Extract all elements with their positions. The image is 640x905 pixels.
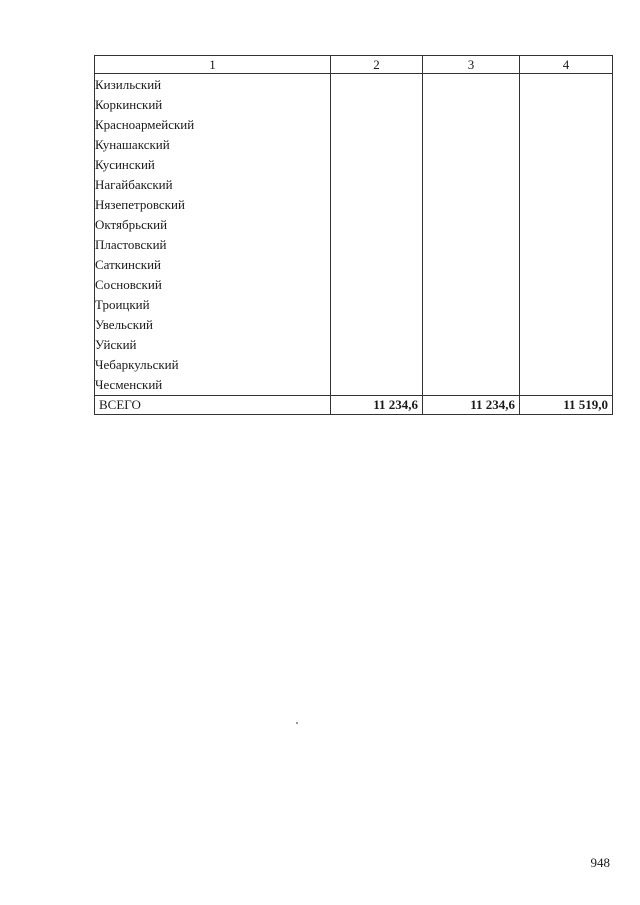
total-value-col-2: 11 234,6 bbox=[331, 396, 423, 415]
table-body bbox=[95, 74, 613, 415]
table-row bbox=[95, 155, 613, 175]
district-name: Октябрьский bbox=[95, 215, 331, 235]
cell-col-4 bbox=[520, 115, 613, 135]
table-row bbox=[95, 315, 613, 335]
district-name: Кусинский bbox=[95, 155, 331, 175]
table-row bbox=[95, 95, 613, 115]
table-row bbox=[95, 255, 613, 275]
page-number: 948 bbox=[590, 855, 610, 870]
district-name: Саткинский bbox=[95, 255, 331, 275]
total-value-col-3: 11 234,6 bbox=[423, 396, 520, 415]
cell-col-3 bbox=[423, 295, 520, 315]
cell-col-2 bbox=[331, 215, 423, 235]
cell-col-2 bbox=[331, 195, 423, 215]
cell-col-3 bbox=[423, 235, 520, 255]
table-row bbox=[95, 74, 613, 96]
cell-col-2 bbox=[331, 175, 423, 195]
table-row bbox=[95, 275, 613, 295]
total-value-col-4: 11 519,0 bbox=[520, 396, 613, 415]
scan-speck bbox=[296, 722, 298, 724]
district-name: Сосновский bbox=[95, 275, 331, 295]
table-header bbox=[95, 56, 613, 74]
table-row bbox=[95, 115, 613, 135]
cell-col-3 bbox=[423, 74, 520, 96]
cell-col-4 bbox=[520, 335, 613, 355]
cell-col-3 bbox=[423, 155, 520, 175]
cell-col-3 bbox=[423, 315, 520, 335]
district-name: Коркинский bbox=[95, 95, 331, 115]
cell-col-2 bbox=[331, 74, 423, 96]
cell-col-3 bbox=[423, 115, 520, 135]
cell-col-4 bbox=[520, 175, 613, 195]
cell-col-4 bbox=[520, 155, 613, 175]
header-row bbox=[95, 56, 613, 74]
cell-col-3 bbox=[423, 215, 520, 235]
cell-col-2 bbox=[331, 235, 423, 255]
cell-col-2 bbox=[331, 155, 423, 175]
cell-col-2 bbox=[331, 255, 423, 275]
header-col-2: 2 bbox=[331, 56, 423, 74]
cell-col-4 bbox=[520, 74, 613, 96]
cell-col-3 bbox=[423, 275, 520, 295]
table-row bbox=[95, 355, 613, 375]
cell-col-2 bbox=[331, 375, 423, 396]
cell-col-4 bbox=[520, 135, 613, 155]
table-row bbox=[95, 215, 613, 235]
cell-col-4 bbox=[520, 375, 613, 396]
cell-col-4 bbox=[520, 295, 613, 315]
district-name: Красноармейский bbox=[95, 115, 331, 135]
cell-col-4 bbox=[520, 235, 613, 255]
table-row bbox=[95, 135, 613, 155]
cell-col-4 bbox=[520, 195, 613, 215]
district-name: Нагайбакский bbox=[95, 175, 331, 195]
district-name: Чесменский bbox=[95, 375, 331, 396]
cell-col-3 bbox=[423, 175, 520, 195]
cell-col-3 bbox=[423, 335, 520, 355]
table-row bbox=[95, 295, 613, 315]
cell-col-4 bbox=[520, 95, 613, 115]
header-col-1: 1 bbox=[95, 56, 331, 74]
district-table bbox=[94, 55, 613, 415]
cell-col-2 bbox=[331, 95, 423, 115]
district-name: Кизильский bbox=[95, 74, 331, 96]
cell-col-4 bbox=[520, 355, 613, 375]
cell-col-2 bbox=[331, 135, 423, 155]
cell-col-3 bbox=[423, 255, 520, 275]
cell-col-2 bbox=[331, 115, 423, 135]
district-name: Чебаркульский bbox=[95, 355, 331, 375]
cell-col-2 bbox=[331, 335, 423, 355]
district-name: Троицкий bbox=[95, 295, 331, 315]
district-name: Пластовский bbox=[95, 235, 331, 255]
cell-col-3 bbox=[423, 195, 520, 215]
district-name: Кунашакский bbox=[95, 135, 331, 155]
table-row bbox=[95, 175, 613, 195]
district-name: Увельский bbox=[95, 315, 331, 335]
cell-col-2 bbox=[331, 315, 423, 335]
table-row bbox=[95, 335, 613, 355]
district-name: Уйский bbox=[95, 335, 331, 355]
cell-col-3 bbox=[423, 95, 520, 115]
cell-col-4 bbox=[520, 275, 613, 295]
cell-col-3 bbox=[423, 135, 520, 155]
cell-col-3 bbox=[423, 375, 520, 396]
cell-col-4 bbox=[520, 255, 613, 275]
total-label: ВСЕГО bbox=[95, 396, 331, 415]
header-col-3: 3 bbox=[423, 56, 520, 74]
cell-col-4 bbox=[520, 315, 613, 335]
table-row bbox=[95, 195, 613, 215]
district-name: Нязепетровский bbox=[95, 195, 331, 215]
header-col-4: 4 bbox=[520, 56, 613, 74]
cell-col-2 bbox=[331, 275, 423, 295]
cell-col-2 bbox=[331, 295, 423, 315]
cell-col-2 bbox=[331, 355, 423, 375]
table-row bbox=[95, 375, 613, 396]
table-row bbox=[95, 235, 613, 255]
cell-col-4 bbox=[520, 215, 613, 235]
total-row bbox=[95, 396, 613, 415]
cell-col-3 bbox=[423, 355, 520, 375]
